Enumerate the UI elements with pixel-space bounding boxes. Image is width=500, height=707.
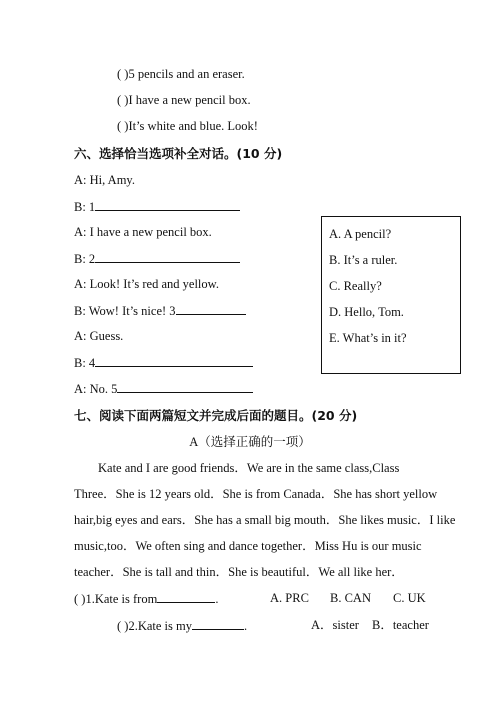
item-line-3: ( )It’s white and blue. Look! bbox=[117, 119, 258, 133]
answer-blank-1[interactable] bbox=[95, 198, 240, 211]
options-box bbox=[321, 216, 461, 374]
answer-blank-4[interactable] bbox=[95, 354, 253, 367]
q1-option-c[interactable]: C. UK bbox=[393, 591, 426, 605]
answer-blank-5[interactable] bbox=[117, 380, 253, 393]
item-line-2: ( )I have a new pencil box. bbox=[117, 93, 251, 107]
q1-option-b[interactable]: B. CAN bbox=[330, 591, 371, 605]
section-6-title: 六、选择恰当选项补全对话。(10 分) bbox=[74, 146, 283, 161]
dialog-line-4: B: 2 bbox=[74, 250, 240, 267]
answer-blank-2[interactable] bbox=[95, 250, 240, 263]
dialog-line-5: A: Look! It’s red and yellow. bbox=[74, 277, 219, 291]
q2-option-b[interactable]: B．teacher bbox=[372, 618, 429, 632]
option-a: A. A pencil? bbox=[329, 227, 392, 241]
dialog-line-2: B: 1 bbox=[74, 198, 240, 215]
dialog-line-7: A: Guess. bbox=[74, 329, 124, 343]
item-line-1: ( )5 pencils and an eraser. bbox=[117, 67, 245, 81]
answer-blank-3[interactable] bbox=[176, 302, 246, 315]
dialog-line-9: A: No. 5 bbox=[74, 380, 253, 397]
q2-option-a[interactable]: A．sister bbox=[311, 618, 359, 632]
section-7-title: 七、阅读下面两篇短文并完成后面的题目。(20 分) bbox=[74, 408, 358, 423]
passage-line-1: Kate and I are good friends．We are in the same class,Class bbox=[98, 461, 400, 475]
dialog-line-8: B: 4 bbox=[74, 354, 253, 371]
question-1: ( )1.Kate is from . bbox=[74, 592, 219, 606]
passage-line-5: teacher．She is tall and thin．She is beautiful．We all like her． bbox=[74, 565, 404, 579]
reading-a-subtitle: A（选择正确的一项） bbox=[189, 435, 311, 449]
passage-line-3: hair,big eyes and ears．She has a small big mouth．She likes music．I like bbox=[74, 513, 456, 527]
question-2: ( )2.Kate is my . bbox=[117, 619, 248, 633]
option-b: B. It’s a ruler. bbox=[329, 253, 398, 267]
option-d: D. Hello, Tom. bbox=[329, 305, 404, 319]
question-2-blank[interactable] bbox=[192, 617, 244, 630]
option-e: E. What’s in it? bbox=[329, 331, 407, 345]
dialog-line-6: B: Wow! It’s nice! 3 bbox=[74, 302, 246, 319]
dialog-line-1: A: Hi, Amy. bbox=[74, 173, 135, 187]
question-1-blank[interactable] bbox=[157, 590, 215, 603]
q1-option-a[interactable]: A. PRC bbox=[270, 591, 309, 605]
passage-line-2: Three．She is 12 years old．She is from Canada．She has short yellow bbox=[74, 487, 438, 501]
option-c: C. Really? bbox=[329, 279, 382, 293]
dialog-line-3: A: I have a new pencil box. bbox=[74, 225, 212, 239]
passage-line-4: music,too．We often sing and dance together．Miss Hu is our music bbox=[74, 539, 422, 553]
